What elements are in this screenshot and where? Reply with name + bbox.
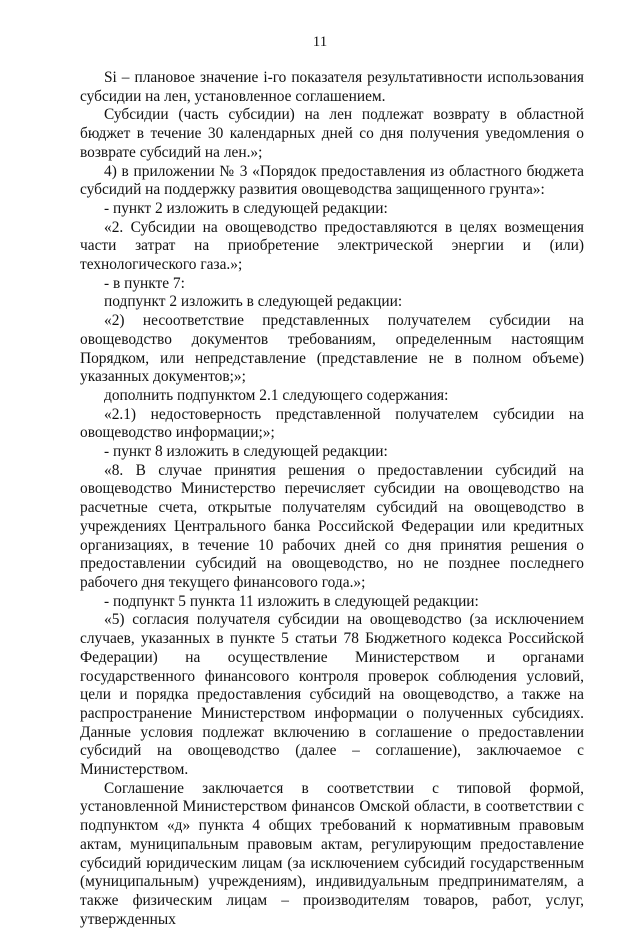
paragraph-13: - подпункт 5 пункта 11 изложить в следующей редакции: <box>104 592 479 610</box>
paragraph-2: Субсидии (часть субсидии) на лен подлежат возврату в областной бюджет в течение 30 календарных дней со дня получения уведомления о возврате субсидий на лен.»; <box>80 106 584 161</box>
paragraph-7: подпункт 2 изложить в следующей редакции: <box>104 293 403 311</box>
page-number: 11 <box>312 34 328 50</box>
paragraph-4: - пункт 2 изложить в следующей редакции: <box>104 199 388 217</box>
paragraph-9: дополнить подпунктом 2.1 следующего содержания: <box>104 386 449 404</box>
paragraph-8: «2) несоответствие представленных получателем субсидии на овощеводство документов требованиям, определенным настоящим Порядком, или непредставление (представление не в полном объеме) указанных документов;»; <box>80 312 584 386</box>
paragraph-5: «2. Субсидии на овощеводство предоставляются в целях возмещения части затрат на приобретение электрической энергии и (или) технологического газа.»; <box>80 218 584 274</box>
paragraph-1: Si – плановое значение i-го показателя результативности использования субсидии на лен, установленное соглашением. <box>80 69 584 105</box>
document-body <box>80 69 584 929</box>
paragraph-14: «5) согласия получателя субсидии на овощеводство (за исключением случаев, указанных в пункте 5 статьи 78 Бюджетного кодекса Российской Федерации) на осуществление Министерством и органами государственного финансового контроля проверок соблюдения условий, цели и порядка предоставления субсидий на овощеводство, а также на распространение Министерством информации о полученных субсидиях. Данные условия подлежат включению в соглашение о предоставлении субсидий на овощеводство (далее – соглашение), заключаемое с Министерством. <box>80 611 584 779</box>
paragraph-6: - в пункте 7: <box>104 274 185 292</box>
paragraph-15: Соглашение заключается в соответствии с типовой формой, установленной Министерством финансов Омской области, в соответствии с подпунктом «д» пункта 4 общих требований к нормативным правовым актам, муниципальным правовым актам, регулирующим предоставление субсидий юридическим лицам (за исключением субсидий государственным (муниципальным) учреждениям), индивидуальным предпринимателям, а также физическим лицам – производителям товаров, работ, услуг, утвержденных <box>80 779 584 928</box>
paragraph-12: «8. В случае принятия решения о предоставлении субсидий на овощеводство Министерство перечисляет субсидии на овощеводство на расчетные счета, открытые получателям субсидий на овощеводство в учреждениях Центрального банка Российской Федерации или кредитных организациях, в течение 10 рабочих дней со дня принятия решения о предоставлении субсидий на овощеводство, но не позднее последнего рабочего дня текущего финансового года.»; <box>80 461 584 591</box>
paragraph-10: «2.1) недостоверность представленной получателем субсидии на овощеводство информации;»; <box>80 405 584 442</box>
paragraph-3: 4) в приложении № 3 «Порядок предоставления из областного бюджета субсидий на поддержку развития овощеводства защищенного грунта»: <box>80 162 584 199</box>
paragraph-11: - пункт 8 изложить в следующей редакции: <box>104 443 388 461</box>
